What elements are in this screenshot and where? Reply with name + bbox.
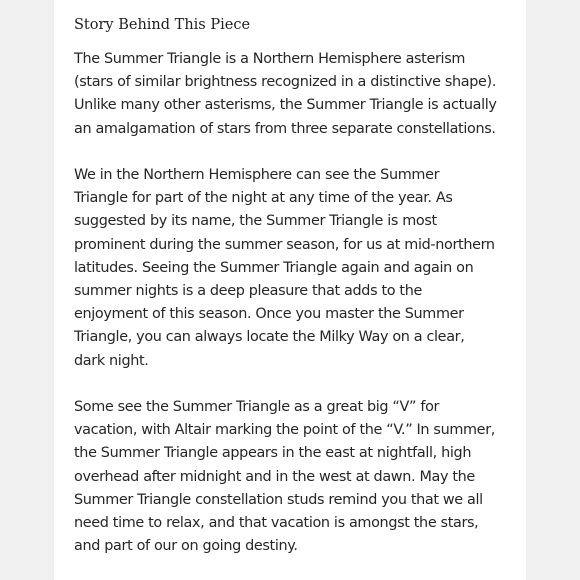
paragraph-line: the Summer Triangle appears in the east at nightfall, high <box>74 445 472 462</box>
document-title: Story Behind This Piece <box>74 17 251 33</box>
paragraph-line: summer nights is a deep pleasure that adds to the <box>74 283 422 300</box>
paragraph-line: The Summer Triangle is a Northern Hemisphere asterism <box>74 51 466 67</box>
paragraph-line: need time to relax, and that vacation is amongst the stars, <box>74 515 479 532</box>
paragraph-3 <box>74 396 518 558</box>
paragraph-line: suggested by its name, the Summer Triangle is most <box>74 213 437 230</box>
paragraph-line: Unlike many other asterisms, the Summer Triangle is actually <box>74 97 497 114</box>
paragraph-line: (stars of similar brightness recognized in a distinctive shape). <box>74 74 497 91</box>
paragraph-line: an amalgamation of stars from three separate constellations. <box>74 120 496 137</box>
paragraph-2 <box>74 164 518 373</box>
paragraph-line: Triangle for part of the night at any time of the year. As <box>74 190 453 207</box>
paragraph-line: enjoyment of this season. Once you master the Summer <box>74 306 464 323</box>
paragraph-line: Triangle, you can always locate the Milky Way on a clear, <box>74 329 465 346</box>
paragraph-line: Some see the Summer Triangle as a great big “V” for <box>74 399 440 416</box>
paragraph-1 <box>74 48 518 141</box>
paragraph-line: Summer Triangle constellation studs remind you that we all <box>74 491 483 508</box>
paragraph-line: dark night. <box>74 352 149 369</box>
paragraph-line: and part of our on going destiny. <box>74 538 298 555</box>
document-page <box>54 0 526 580</box>
paragraph-line: prominent during the summer season, for us at mid-northern <box>74 236 495 253</box>
paragraph-line: We in the Northern Hemisphere can see the Summer <box>74 167 440 183</box>
paragraph-line: latitudes. Seeing the Summer Triangle again and again on <box>74 259 474 276</box>
paragraph-line: vacation, with Altair marking the point of the “V.” In summer, <box>74 422 495 439</box>
paragraph-line: overhead after midnight and in the west at dawn. May the <box>74 468 475 485</box>
